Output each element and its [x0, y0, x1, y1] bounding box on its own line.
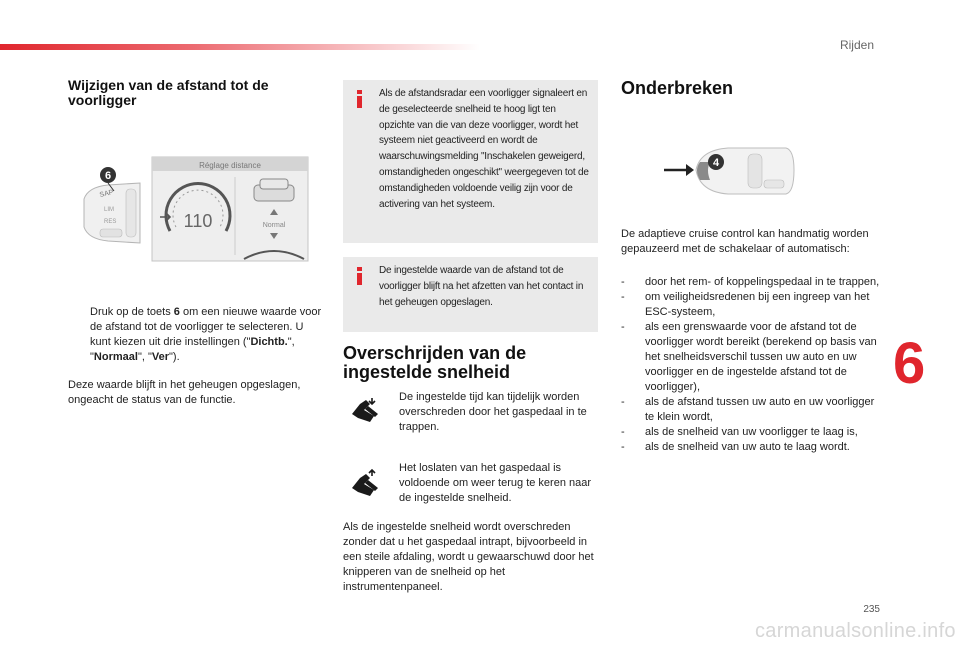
list-item-text: als de snelheid van uw voorligger te laag is,: [645, 426, 858, 438]
list-item-text: als de snelheid van uw auto te laag wordt.: [645, 441, 850, 453]
list-dash: -: [621, 291, 625, 303]
accelerator-release-icon: [348, 466, 382, 500]
site-watermark: carmanualsonline.info: [755, 620, 956, 642]
list-item-text: als de afstand tussen uw auto en uw voorligger te klein wordt,: [645, 396, 875, 423]
chapter-number: 6: [893, 331, 926, 396]
right-paragraph: De adaptieve cruise control kan handmatig worden gepauzeerd met de schakelaar of automatisch:: [621, 228, 869, 255]
info-box-memory: [343, 257, 598, 332]
info-icon: [357, 90, 362, 108]
left-section-title: Wijzigen van de afstand tot de voorligger: [68, 77, 269, 108]
bullet-option-far: Ver: [151, 351, 169, 363]
bullet-text-1: Druk op de toets: [90, 306, 174, 318]
list-item: [621, 320, 886, 395]
display-screen-title: Réglage distance: [199, 161, 261, 170]
middle-section-title: Overschrijden van de ingestelde snelheid: [343, 343, 527, 382]
list-dash: -: [621, 441, 625, 453]
list-item-text: als een grenswaarde voor de afstand tot de voorligger wordt bereikt (berekend op basis van het snelheidsverschil tussen uw auto en uw voorligger en de ingestelde afstand tot de voorligger),: [645, 321, 877, 393]
bullet-option-normal: Normaal: [93, 351, 138, 363]
stalk-label-res: RES: [104, 219, 117, 225]
speed-value: 110: [183, 211, 213, 231]
bullet-text-2: om een nieuwe waarde voor de afstand tot de voorligger te selecteren. U kunt kiezen uit drie instellingen (": [90, 306, 322, 348]
right-section-title: Onderbreken: [621, 78, 734, 98]
stalk-label-sap: SAP: [98, 189, 115, 199]
instruction-bullet: [68, 305, 323, 365]
distance-setting-value: Normal: [262, 222, 286, 229]
list-dash: -: [621, 396, 625, 408]
list-item-text: om veiligheidsredenen bij een ingreep van het ESC-systeem,: [645, 291, 870, 318]
page-number: 235: [863, 604, 880, 615]
left-paragraph: Deze waarde blijft in het geheugen opgeslagen, ongeacht de status van de functie.: [68, 379, 301, 406]
info-box-memory-text: De ingestelde waarde van de afstand tot de voorligger blijft na het afzetten van het contact in het geheugen opgeslagen.: [379, 265, 584, 308]
accelerator-release-text: Het loslaten van het gaspedaal is voldoende om weer terug te keren naar de ingestelde snelheid.: [399, 462, 592, 504]
list-item: [621, 290, 886, 320]
middle-paragraph: Als de ingestelde snelheid wordt overschreden zonder dat u het gaspedaal intrapt, bijvoorbeeld in een steile afdaling, wordt u gewaarschuwd door het knipperen van de snelheid op het instrumentenpaneel.: [343, 521, 594, 593]
bullet-option-close: Dichtb.: [250, 336, 288, 348]
list-item: [621, 425, 886, 440]
list-dash: -: [621, 426, 625, 438]
pause-conditions-list: [621, 275, 886, 455]
bullet-text-3: ", ": [90, 336, 295, 363]
bullet-bold-key: 6: [173, 306, 180, 318]
list-dash: -: [621, 276, 625, 288]
header-accent-bar: [0, 44, 480, 50]
bullet-text-4: ", ": [137, 351, 152, 363]
button-6-number: 6: [104, 170, 112, 182]
info-icon: [357, 267, 362, 285]
list-item-text: door het rem- of koppelingspedaal in te trappen,: [645, 276, 880, 288]
list-item: [621, 275, 886, 290]
pause-switch-illustration: [656, 140, 796, 200]
section-label: Rijden: [839, 38, 874, 52]
list-item: [621, 395, 886, 425]
info-box-radar-text: Als de afstandsradar een voorligger signaleert en de geselecteerde snelheid te hoog ligt ten opzichte van die van deze voorligger, wordt het systeem niet geactiveerd en wordt de waarschuwingsmelding "Inschakelen geweigerd, omstandigheden ongeschikt" weergegeven tot de omstandigheden voldoende veilig zijn voor de activering van het systeem.: [379, 88, 589, 210]
bullet-text-5: ").: [169, 351, 180, 363]
list-dash: -: [621, 321, 625, 333]
stalk-label-lim: LIM: [104, 207, 115, 213]
info-box-radar: [343, 80, 598, 243]
list-item: [621, 440, 886, 455]
accelerator-press-text: De ingestelde tijd kan tijdelijk worden overschreden door het gaspedaal in te trappen.: [399, 391, 587, 433]
button-4-number: 4: [712, 157, 720, 169]
distance-setting-illustration: [78, 155, 310, 263]
accelerator-press-icon: [348, 394, 382, 428]
